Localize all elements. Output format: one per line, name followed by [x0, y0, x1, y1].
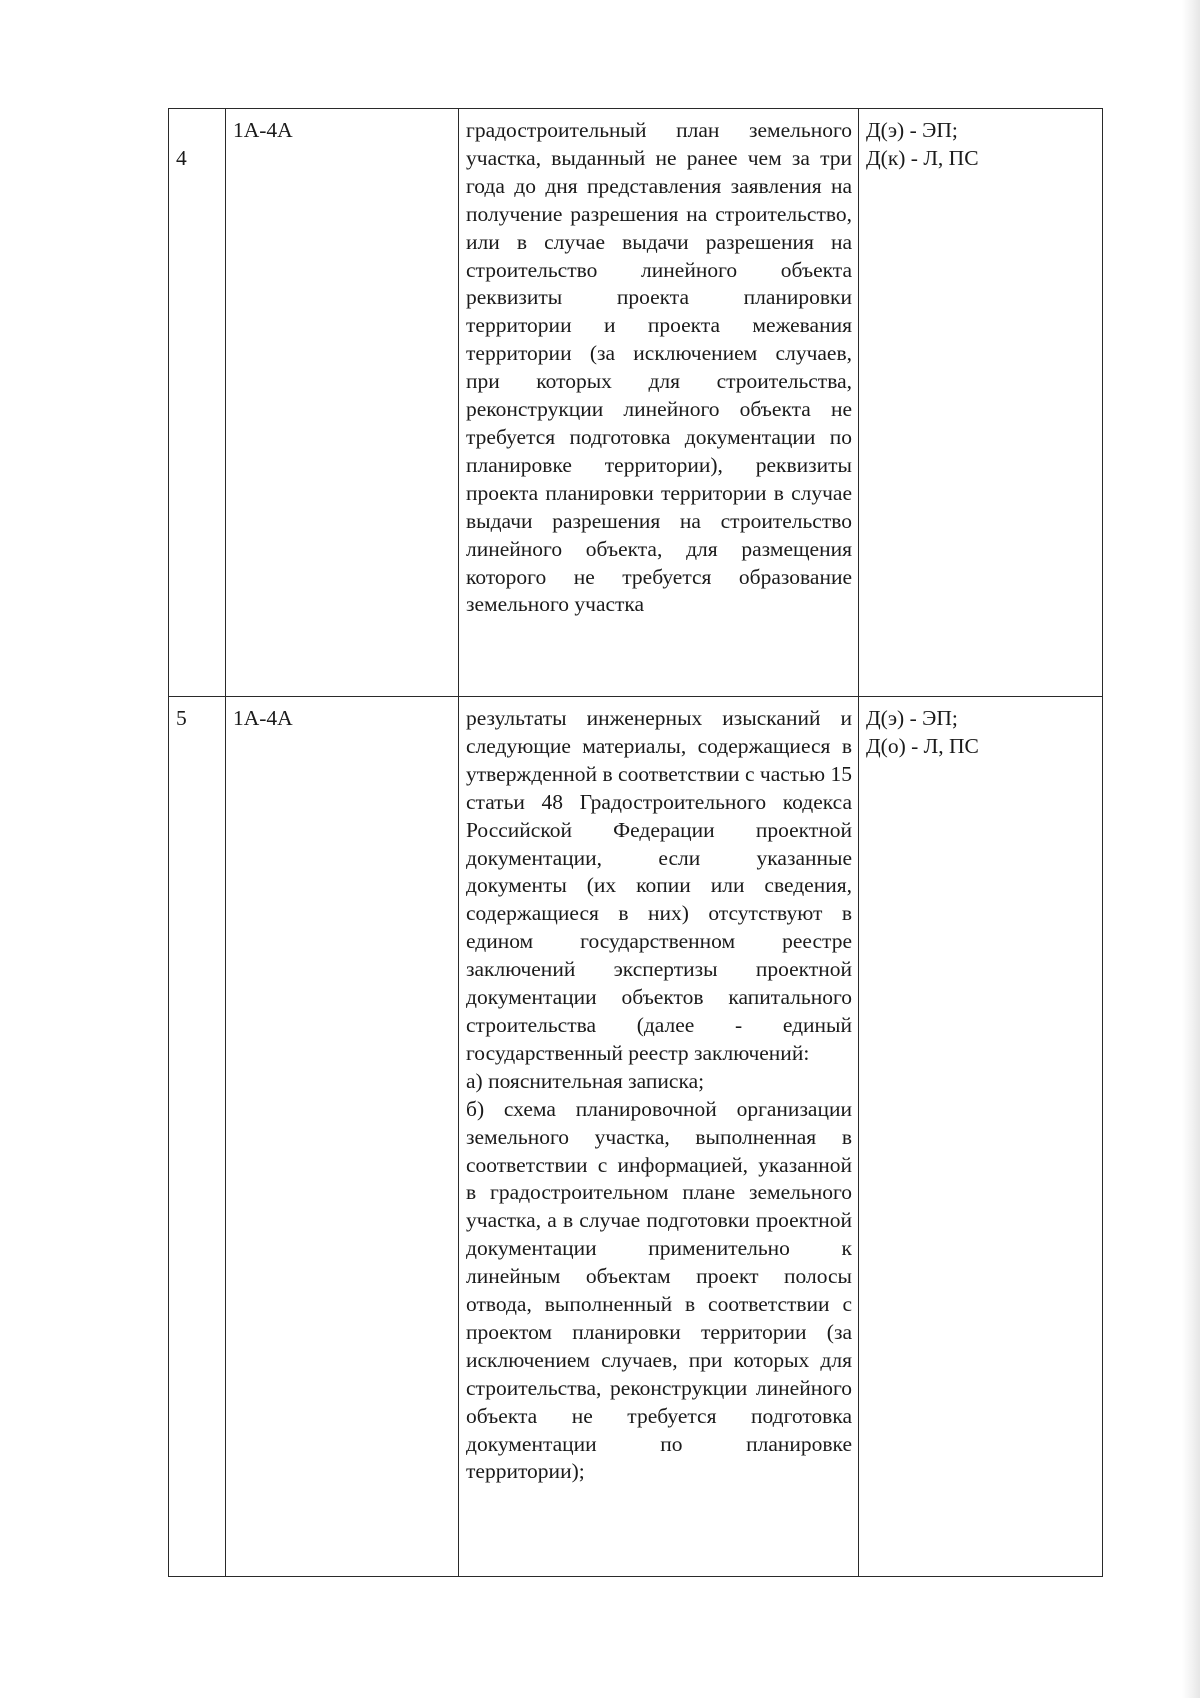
- row-forms: [859, 697, 1103, 1577]
- table-row: [169, 697, 1103, 1577]
- row-number: 4: [169, 109, 226, 697]
- form-copy: Д(к) - Л, ПС: [866, 145, 979, 170]
- scan-edge-shadow: [1182, 0, 1200, 1698]
- description-intro: результаты инженерных изысканий и следующие материалы, содержащиеся в утвержденной в соответствии с частью 15 статьи 48 Градостроительного кодекса Российской Федерации проектной документации, если указанные документы (их копии или сведения, содержащиеся в них) отсутствуют в едином государственном реестре заключений экспертизы проектной документации объектов капитального строительства (далее - единый государственный реестр заключений:: [466, 706, 852, 1065]
- form-original: Д(о) - Л, ПС: [866, 733, 979, 758]
- form-electronic: Д(э) - ЭП;: [866, 706, 958, 730]
- row-number: 5: [169, 697, 226, 1577]
- description-item-a: а) пояснительная записка;: [466, 1068, 705, 1093]
- row-forms: [859, 109, 1103, 697]
- description-text: градостроительный план земельного участка, выданный не ранее чем за три года до дня представления заявления на получение разрешения на строительство, или в случае выдачи разрешения на строительство линейного объекта реквизиты проекта планировки территории и проекта межевания территории (за исключением случаев, при которых для строительства, реконструкции линейного объекта не требуется подготовка документации по планировке территории), реквизиты проекта планировки территории в случае выдачи разрешения на строительство линейного объекта, для размещения которого не требуется образование земельного участка: [466, 118, 852, 617]
- requirements-table: [168, 108, 1103, 1577]
- row-description: [459, 697, 859, 1577]
- description-item-b: б) схема планировочной организации земельного участка, выполненная в соответствии с информацией, указанной в градостроительном плане земельного участка, а в случае подготовки проектной документации применительно к линейным объектам проект полосы отвода, выполненный в соответствии с проектом планировки территории (за исключением случаев, при которых для строительства, реконструкции линейного объекта не требуется подготовка документации по планировке территории);: [466, 1096, 852, 1484]
- form-electronic: Д(э) - ЭП;: [866, 118, 958, 142]
- row-code: 1А-4А: [226, 697, 459, 1577]
- row-code: 1А-4А: [226, 109, 459, 697]
- row-description: [459, 109, 859, 697]
- table-row: [169, 109, 1103, 697]
